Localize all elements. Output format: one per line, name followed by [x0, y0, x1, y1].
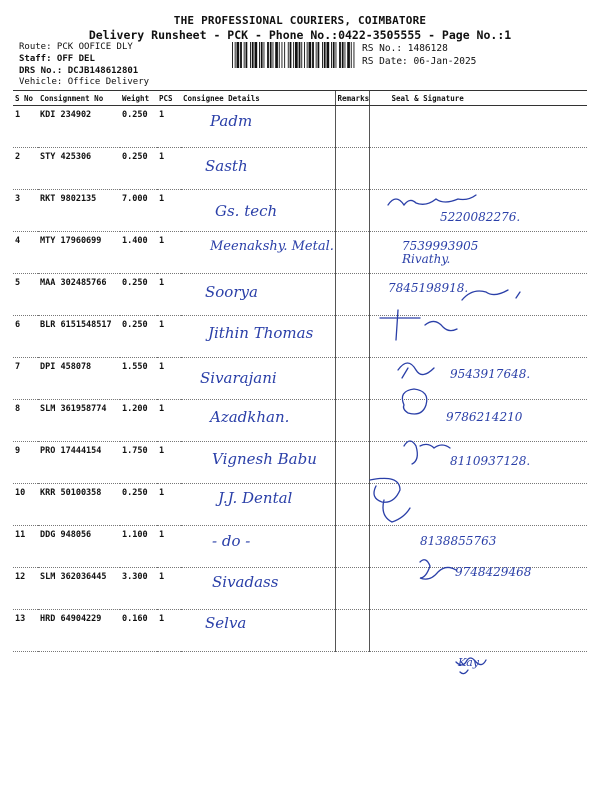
- row-weight: 0.250: [120, 148, 157, 190]
- row-pcs: 1: [157, 610, 181, 652]
- row-pcs: 1: [157, 316, 181, 358]
- row-consignment: SLM 361958774: [38, 400, 120, 442]
- rs-number: RS No.: 1486128: [362, 43, 448, 54]
- staff-label: Staff: OFF DEL: [19, 54, 95, 64]
- row-weight: 0.250: [120, 316, 157, 358]
- row-consignment: SLM 362036445: [38, 568, 120, 610]
- drs-number: DRS No.: DCJB148612801: [19, 66, 139, 76]
- row-weight: 1.550: [120, 358, 157, 400]
- row-consignment: RKT 9802135: [38, 190, 120, 232]
- row-sno: 9: [13, 442, 38, 484]
- row-weight: 1.400: [120, 232, 157, 274]
- row-consignment: HRD 64904229: [38, 610, 120, 652]
- row-consignment: MTY 17960699: [38, 232, 120, 274]
- row-sno: 5: [13, 274, 38, 316]
- col-remarks: Remarks: [335, 91, 369, 106]
- row-weight: 0.250: [120, 274, 157, 316]
- row-sno: 4: [13, 232, 38, 274]
- row-pcs: 1: [157, 190, 181, 232]
- handwritten-phone: 9748429468: [455, 565, 532, 580]
- row-sno: 3: [13, 190, 38, 232]
- handwritten-phone: 7539993905 Rivathy.: [402, 238, 479, 266]
- row-pcs: 1: [157, 400, 181, 442]
- handwritten-consignee: Meenakshy. Metal.: [210, 238, 334, 254]
- handwritten-consignee: Sivadass: [212, 573, 279, 592]
- row-consignment: KRR 50100358: [38, 484, 120, 526]
- row-consignment: BLR 6151548517: [38, 316, 120, 358]
- row-weight: 0.250: [120, 484, 157, 526]
- company-title: THE PROFESSIONAL COURIERS, COIMBATORE: [173, 14, 427, 27]
- row-weight: 7.000: [120, 190, 157, 232]
- row-sno: 1: [13, 106, 38, 148]
- col-consignee: Consignee Details: [181, 91, 335, 106]
- row-pcs: 1: [157, 358, 181, 400]
- row-weight: 0.250: [120, 106, 157, 148]
- row-consignment: DDG 948056: [38, 526, 120, 568]
- row-sno: 8: [13, 400, 38, 442]
- col-sno: S No: [13, 91, 38, 106]
- row-consignment: KDI 234902: [38, 106, 120, 148]
- row-pcs: 1: [157, 232, 181, 274]
- row-sno: 13: [13, 610, 38, 652]
- route-label: Route: PCK OOFICE DLY: [19, 42, 133, 52]
- row-sno: 10: [13, 484, 38, 526]
- row-sno: 6: [13, 316, 38, 358]
- footer-initials: Kay: [458, 656, 479, 669]
- row-sno: 7: [13, 358, 38, 400]
- row-weight: 0.160: [120, 610, 157, 652]
- runsheet-subtitle: Delivery Runsheet - PCK - Phone No.:0422-3505555 - Page No.:1: [88, 28, 512, 42]
- handwritten-phone: 9786214210: [446, 410, 523, 425]
- row-pcs: 1: [157, 274, 181, 316]
- row-weight: 1.200: [120, 400, 157, 442]
- col-weight: Weight: [120, 91, 157, 106]
- row-consignment: PRO 17444154: [38, 442, 120, 484]
- col-signature: Seal & Signature: [369, 91, 587, 106]
- handwritten-consignee: Azadkhan.: [210, 408, 290, 427]
- col-consignment: Consignment No: [38, 91, 120, 106]
- row-sno: 12: [13, 568, 38, 610]
- handwritten-consignee: - do -: [212, 532, 251, 550]
- handwritten-consignee: Sivarajani: [200, 369, 277, 388]
- rs-date: RS Date: 06-Jan-2025: [362, 56, 477, 67]
- handwritten-consignee: J.J. Dental: [218, 488, 293, 507]
- handwritten-consignee: Padm: [210, 112, 253, 130]
- vehicle-label: Vehicle: Office Delivery: [19, 77, 150, 87]
- row-sno: 2: [13, 148, 38, 190]
- handwritten-phone: 8138855763: [420, 534, 497, 548]
- handwritten-consignee: Jithin Thomas: [208, 324, 314, 342]
- handwritten-consignee: Selva: [205, 614, 247, 633]
- row-pcs: 1: [157, 484, 181, 526]
- handwritten-consignee: Vignesh Babu: [212, 449, 317, 468]
- handwritten-phone: 7845198918.: [388, 280, 469, 295]
- handwritten-consignee: Soorya: [205, 282, 258, 301]
- handwritten-consignee: Gs. tech: [215, 202, 278, 221]
- row-weight: 1.100: [120, 526, 157, 568]
- row-pcs: 1: [157, 106, 181, 148]
- row-sno: 11: [13, 526, 38, 568]
- handwritten-phone: 9543917648.: [450, 367, 531, 382]
- handwritten-consignee: Sasth: [205, 157, 248, 176]
- row-weight: 3.300: [120, 568, 157, 610]
- col-pcs: PCS: [157, 91, 181, 106]
- row-pcs: 1: [157, 442, 181, 484]
- handwritten-phone: 8110937128.: [450, 453, 531, 468]
- row-consignment: STY 425306: [38, 148, 120, 190]
- row-pcs: 1: [157, 526, 181, 568]
- handwritten-phone: 5220082276.: [440, 210, 521, 225]
- row-consignment: DPI 458078: [38, 358, 120, 400]
- row-pcs: 1: [157, 568, 181, 610]
- row-weight: 1.750: [120, 442, 157, 484]
- row-consignment: MAA 302485766: [38, 274, 120, 316]
- row-pcs: 1: [157, 148, 181, 190]
